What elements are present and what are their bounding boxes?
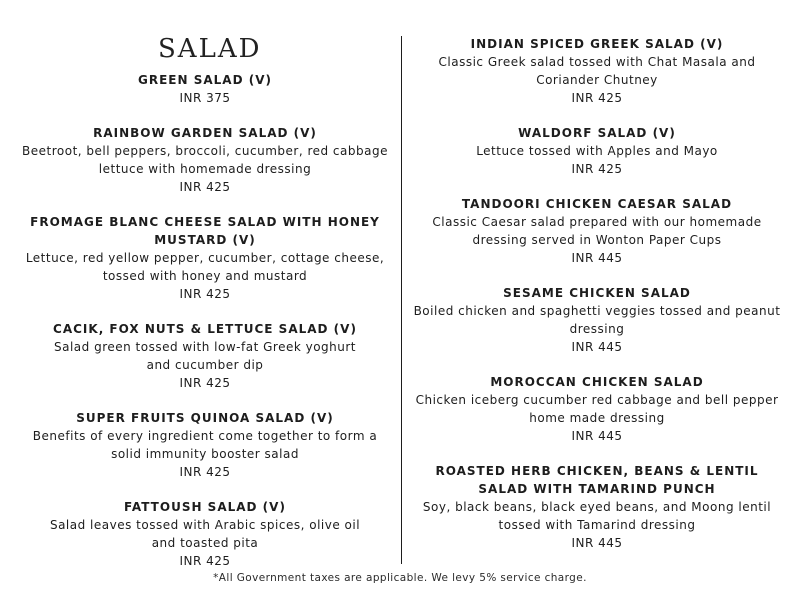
left-column xyxy=(10,71,400,587)
item-price: INR 425 xyxy=(179,376,231,390)
item-name: FROMAGE BLANC CHEESE SALAD WITH HONEY MUSTARD (V) xyxy=(30,215,380,247)
item-name: CACIK, FOX NUTS & LETTUCE SALAD (V) xyxy=(53,322,357,336)
menu-item xyxy=(10,124,400,196)
item-price: INR 425 xyxy=(571,91,623,105)
item-price: INR 425 xyxy=(179,287,231,301)
item-description: Salad leaves tossed with Arabic spices, olive oil and toasted pita xyxy=(49,518,361,550)
item-name: ROASTED HERB CHICKEN, BEANS & LENTIL SALAD WITH TAMARIND PUNCH xyxy=(435,464,759,496)
item-name: FATTOUSH SALAD (V) xyxy=(124,500,286,514)
item-description: Classic Caesar salad prepared with our homemade dressing served in Wonton Paper Cups xyxy=(432,215,762,247)
item-name: TANDOORI CHICKEN CAESAR SALAD xyxy=(461,197,733,211)
item-price: INR 445 xyxy=(571,251,623,265)
item-price: INR 425 xyxy=(179,554,231,568)
item-name: GREEN SALAD (V) xyxy=(138,73,272,87)
menu-item xyxy=(10,213,400,303)
item-name: SUPER FRUITS QUINOA SALAD (V) xyxy=(76,411,334,425)
item-price: INR 425 xyxy=(179,465,231,479)
menu-item xyxy=(10,498,400,570)
item-name: WALDORF SALAD (V) xyxy=(518,126,676,140)
menu-item xyxy=(402,124,792,178)
menu-item xyxy=(10,71,400,107)
item-description: Benefits of every ingredient come together to form a solid immunity booster salad xyxy=(32,429,378,461)
item-price: INR 425 xyxy=(179,180,231,194)
item-description: Soy, black beans, black eyed beans, and Moong lentil tossed with Tamarind dressing xyxy=(422,500,772,532)
item-name: MOROCCAN CHICKEN SALAD xyxy=(490,375,704,389)
item-description: Lettuce, red yellow pepper, cucumber, cottage cheese, tossed with honey and mustard xyxy=(25,251,385,283)
item-price: INR 445 xyxy=(571,536,623,550)
menu-item xyxy=(402,284,792,356)
item-price: INR 375 xyxy=(179,91,231,105)
menu-item xyxy=(402,195,792,267)
item-description: Lettuce tossed with Apples and Mayo xyxy=(476,144,718,158)
item-price: INR 425 xyxy=(571,162,623,176)
menu-item xyxy=(402,462,792,552)
item-price: INR 445 xyxy=(571,429,623,443)
item-name: INDIAN SPICED GREEK SALAD (V) xyxy=(470,37,724,51)
menu-item xyxy=(10,409,400,481)
item-description: Classic Greek salad tossed with Chat Masala and Coriander Chutney xyxy=(438,55,756,87)
item-description: Boiled chicken and spaghetti veggies tossed and peanut dressing xyxy=(413,304,781,336)
item-name: RAINBOW GARDEN SALAD (V) xyxy=(93,126,317,140)
item-description: Beetroot, bell peppers, broccoli, cucumber, red cabbage lettuce with homemade dressing xyxy=(22,144,388,176)
item-price: INR 445 xyxy=(571,340,623,354)
item-name: SESAME CHICKEN SALAD xyxy=(503,286,691,300)
page-title: SALAD xyxy=(158,34,262,64)
menu-item xyxy=(402,35,792,107)
item-description: Salad green tossed with low-fat Greek yoghurt and cucumber dip xyxy=(53,340,357,372)
menu-item xyxy=(10,320,400,392)
tax-note: *All Government taxes are applicable. We levy 5% service charge. xyxy=(213,572,587,584)
item-description: Chicken iceberg cucumber red cabbage and bell pepper home made dressing xyxy=(415,393,779,425)
right-column xyxy=(402,35,792,569)
menu-item xyxy=(402,373,792,445)
